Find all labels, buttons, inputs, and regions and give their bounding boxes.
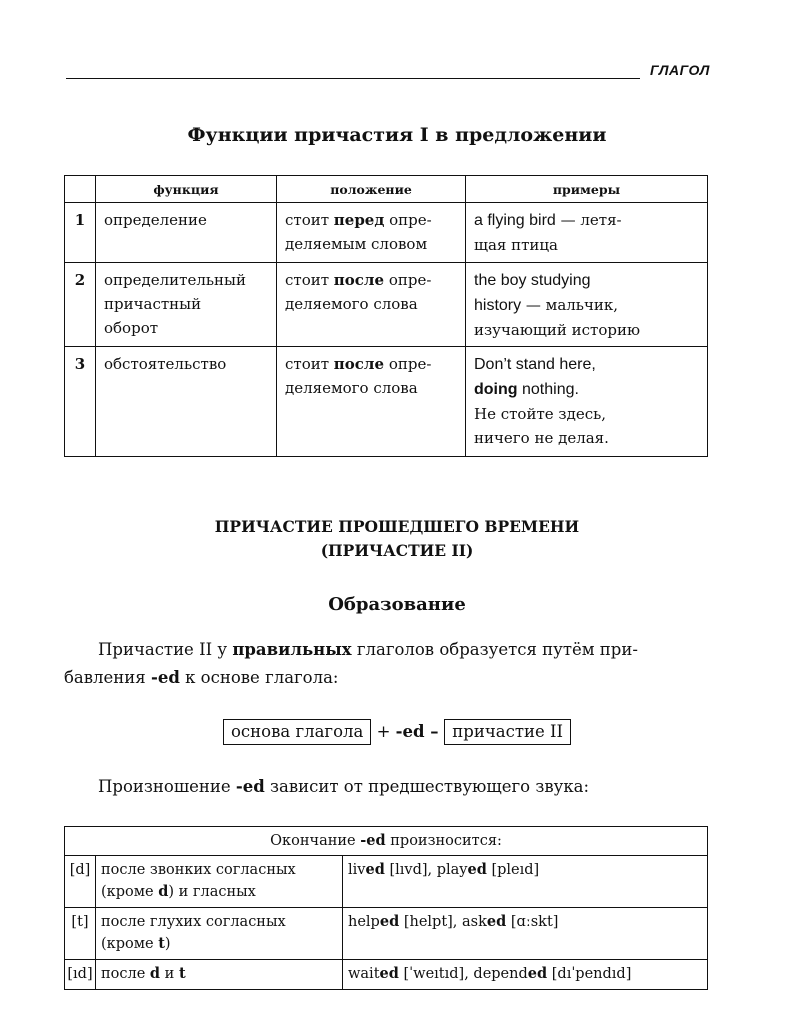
position-cell [277,203,466,263]
example-bold: ed [379,965,399,982]
header-position: положение [277,176,466,203]
rule-text: ) [164,936,171,952]
position-text: стоит [285,271,334,289]
example-russian: Не стойте здесь, [474,405,607,423]
position-keyword: после [333,271,385,289]
examples-cell [343,960,708,990]
example-english: nothing. [517,381,579,398]
example-cell [466,203,708,263]
example-russian: ничего не делая. [474,429,609,447]
position-text: опре- [384,211,432,229]
running-title: ГЛАГОЛ [650,62,710,78]
function-text: определительный [104,271,246,289]
table-row [65,908,708,960]
example-russian: мальчик, [545,296,619,314]
rule-bold: d [149,965,161,982]
position-text: опре- [384,271,432,289]
pronunciation-intro [98,777,589,796]
formation-formula [0,719,794,745]
paragraph-text: Причастие II у [98,640,233,659]
position-keyword: перед [333,211,385,229]
caption-text: произносится: [385,833,502,849]
rule-cell [96,960,343,990]
formula-plus: + [371,722,396,741]
paragraph-text: глаголов образуется путём при- [351,640,638,659]
rule-text: и [160,966,179,982]
rule-text: (кроме [101,884,159,900]
example-cell [466,347,708,457]
example-english: a flying bird [474,212,556,229]
formation-paragraph [64,636,708,692]
example-bold: ed [379,913,400,930]
example-russian: летя- [580,211,622,229]
function-text: причастный [104,295,202,313]
example-text: help [348,914,380,930]
example-text: [pleıd] [486,862,540,878]
example-bold: ed [365,861,385,878]
header-rule [66,78,640,79]
examples-cell [343,856,708,908]
table-row [65,347,708,457]
example-bold: ed [486,913,507,930]
example-dash: — [555,211,581,229]
row-number: 2 [65,263,96,347]
position-text: стоит [285,211,334,229]
position-text: опре- [384,355,432,373]
table-row [65,203,708,263]
caption-bold: -ed [360,832,386,849]
paragraph-text: к основе глагола: [179,668,339,687]
chapter-heading [0,515,794,563]
example-english-bold: doing [474,381,518,398]
chapter-heading-line: ПРИЧАСТИЕ ПРОШЕДШЕГО ВРЕМЕНИ [214,517,580,536]
example-bold: ed [467,861,487,878]
function-cell: обстоятельство [96,347,277,457]
caption-text: Окончание [270,833,361,849]
row-number: 3 [65,347,96,457]
function-cell [96,263,277,347]
paragraph-bold: правильных [232,640,352,659]
table-header-row [65,176,708,203]
table-row [65,263,708,347]
chapter-heading-line: (ПРИЧАСТИЕ II) [320,541,474,560]
paragraph-text: зависит от предшествующего звука: [264,777,590,796]
examples-cell [343,908,708,960]
example-text: [lıvd], play [384,862,468,878]
example-text: [ɑːskt] [506,914,559,930]
table-caption [65,827,708,856]
example-bold: ed [527,965,548,982]
example-text: liv [348,862,366,878]
function-text: оборот [104,319,159,337]
example-dash: — [521,296,546,314]
example-russian: щая птица [474,236,559,254]
sound-symbol: [t] [65,908,96,960]
rule-cell [96,856,343,908]
position-text: деляемого слова [285,379,418,397]
formula-equals: – [424,722,445,741]
paragraph-text: Произношение [98,777,236,796]
position-text: стоит [285,355,334,373]
example-text: [helpt], ask [399,914,487,930]
sound-symbol: [ıd] [65,960,96,990]
rule-text: после глухих согласных [101,914,286,930]
sound-symbol: [d] [65,856,96,908]
header-examples: примеры [466,176,708,203]
paragraph-bold: -ed [235,777,265,796]
paragraph-bold: -ed [150,668,180,687]
function-cell: определение [96,203,277,263]
example-cell [466,263,708,347]
rule-bold: t [158,935,165,952]
position-text: деляемым словом [285,235,428,253]
position-text: деляемого слова [285,295,418,313]
example-english: history [474,297,522,314]
position-cell [277,263,466,347]
example-english: the boy studying [474,272,591,289]
header-function: функция [96,176,277,203]
formula-box-result: причастие II [444,719,571,745]
example-english: Don’t stand here, [474,356,596,373]
table-row [65,856,708,908]
example-russian: изучающий историю [474,321,641,339]
subheading: Образование [328,594,466,615]
table-caption-row [65,827,708,856]
header-num [65,176,96,203]
section-title: Функции причастия I в предложении [187,124,607,146]
rule-cell [96,908,343,960]
rule-bold: d [158,883,169,900]
example-text: wait [348,966,380,982]
rule-text: ) и гласных [168,884,256,900]
paragraph-text: бавления [64,668,151,687]
row-number: 1 [65,203,96,263]
rule-text: после звонких согласных [101,862,296,878]
rule-bold: t [178,965,186,982]
table-row [65,960,708,990]
pronunciation-table [64,826,708,990]
position-cell [277,347,466,457]
example-text: [dıˈpendıd] [547,966,632,982]
formula-box-base: основа глагола [223,719,371,745]
formula-ending: -ed [395,722,425,741]
example-text: [ˈweıtıd], depend [398,966,528,982]
rule-text: (кроме [101,936,159,952]
position-keyword: после [333,355,385,373]
functions-table [64,175,708,457]
rule-text: после [101,966,150,982]
